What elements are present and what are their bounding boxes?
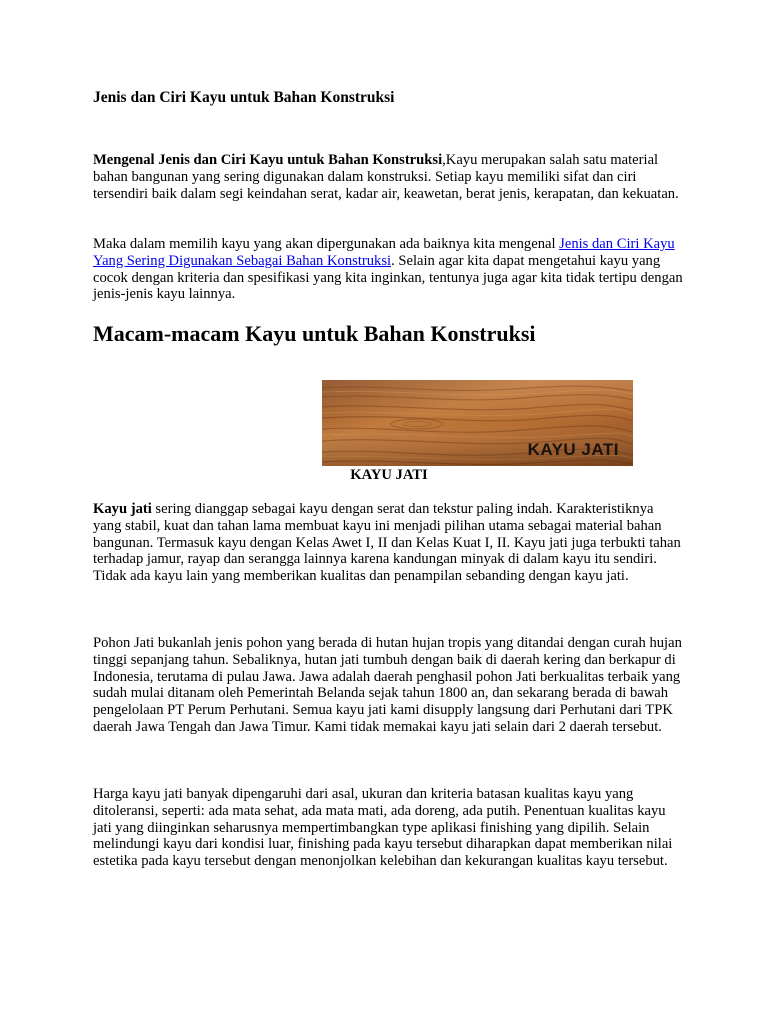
intro-bold-lead: Mengenal Jenis dan Ciri Kayu untuk Bahan Konstruksi <box>93 152 443 168</box>
intro-paragraph <box>93 152 685 202</box>
selection-text-after: . Selain agar kita dapat mengetahui kayu yang cocok dengan kriteria dan spesifikasi yang kita inginkan, tentunya juga agar kita tidak tertipu dengan jenis-jenis kayu lainnya. <box>93 252 683 303</box>
kayu-jati-photo <box>322 380 633 466</box>
pohon-jati-paragraph: Pohon Jati bukanlah jenis pohon yang berada di hutan hujan tropis yang ditandai dengan curah hujan tinggi sepanjang tahun. Sebaliknya, hutan jati tumbuh dengan baik di daerah kering dan berkapur di Indonesia, terutama di pulau Jawa. Jawa adalah daerah penghasil pohon Jati berkualitas terbaik yang sudah mulai ditanam oleh Pemerintah Belanda sejak tahun 1800 an, dan sekarang berada di bawah pengelolaan PT Perum Perhutani. Semua kayu jati kami disupply langsung dari Perhutani dari TPK daerah Jawa Tengah dan Jawa Timur. Kami tidak memakai kayu jati selain dari 2 daerah tersebut. <box>93 635 682 735</box>
image-caption: KAYU JATI <box>350 467 428 483</box>
intro-text: ,Kayu merupakan salah satu material bahan bangunan yang sering digunakan dalam konstruksi. Setiap kayu memiliki sifat dan ciri tersendiri baik dalam segi keindahan serat, kadar air, keawetan, berat jenis, kerapatan, dan kekuatan. <box>93 152 679 202</box>
harga-kayu-paragraph: Harga kayu jati banyak dipengaruhi dari asal, ukuran dan kriteria batasan kualitas kayu yang ditoleransi, seperti: ada mata sehat, ada mata mati, ada doreng, ada putih. Penentuan kualitas kayu jati yang diinginkan seharusnya mempertimbangkan type aplikasi finishing yang dipilih. Selain melindungi kayu dari kondisi luar, finishing pada kayu tersebut diharapkan dapat memberikan nilai estetika pada kayu tersebut dengan menonjolkan kelebihan dan kekurangan kualitas kayu tersebut. <box>93 786 673 870</box>
selection-paragraph <box>93 236 685 303</box>
section-heading: Macam-macam Kayu untuk Bahan Konstruksi <box>93 321 536 346</box>
kayu-jati-text: sering dianggap sebagai kayu dengan serat dan tekstur paling indah. Karakteristiknya yang stabil, kuat dan tahan lama membuat kayu ini menjadi pilihan utama sebagai material bahan bangunan. Termasuk kayu dengan Kelas Awet I, II dan Kelas Kuat I, II. Kayu jati juga terbukti tahan terhadap jamur, rayap dan serangga lainnya karena kandungan minyak di dalam kayu itu sendiri. Tidak ada kayu lain yang memberikan kualitas dan penampilan sebanding dengan kayu jati. <box>93 501 681 585</box>
selection-text-before: Maka dalam memilih kayu yang akan dipergunakan ada baiknya kita mengenal <box>93 236 560 252</box>
kayu-jati-paragraph <box>93 501 685 585</box>
jenis-ciri-kayu-link[interactable]: Jenis dan Ciri Kayu Yang Sering Digunakan Sebagai Bahan Konstruksi <box>93 236 675 269</box>
kayu-jati-bold-lead: Kayu jati <box>93 501 152 517</box>
photo-overlay-label: KAYU JATI <box>527 440 619 459</box>
document-title: Jenis dan Ciri Kayu untuk Bahan Konstruksi <box>93 89 395 106</box>
